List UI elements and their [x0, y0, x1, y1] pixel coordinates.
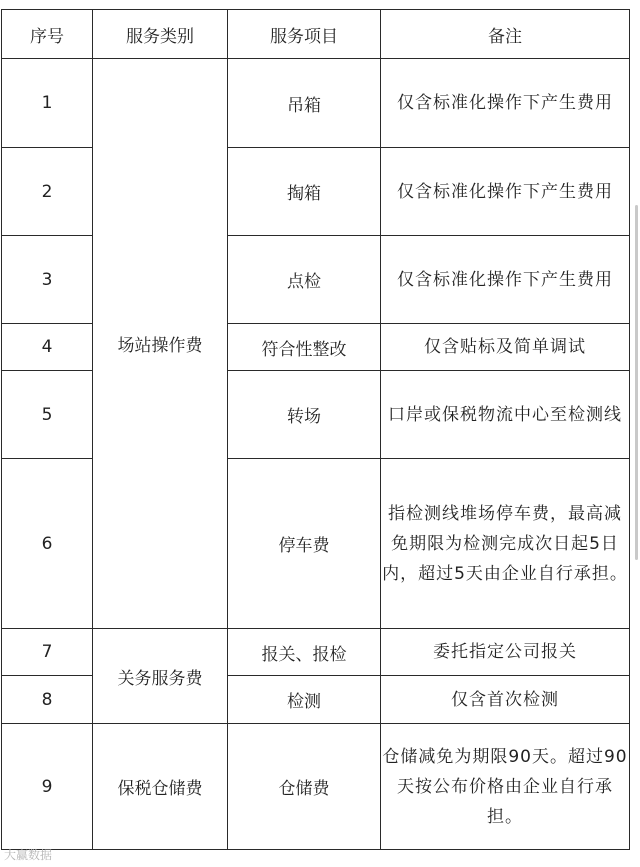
- row-seq: 7: [2, 629, 93, 676]
- header-item: 服务项目: [228, 10, 381, 59]
- table-row: [2, 724, 630, 850]
- row-note: 仅含标准化操作下产生费用: [381, 148, 630, 236]
- row-note: 口岸或保税物流中心至检测线: [381, 371, 630, 459]
- row-item: 转场: [228, 371, 381, 459]
- header-seq: 序号: [2, 10, 93, 59]
- row-note: 仅含首次检测: [381, 676, 630, 724]
- row-note: 仅含标准化操作下产生费用: [381, 236, 630, 324]
- row-item: 停车费: [228, 459, 381, 629]
- row-item: 掏箱: [228, 148, 381, 236]
- watermark: 大赢数据: [4, 848, 53, 862]
- table-row: [2, 59, 630, 148]
- category-site-ops: 场站操作费: [93, 59, 228, 629]
- category-bonded: 保税仓储费: [93, 724, 228, 850]
- row-note: 仅含贴标及简单调试: [381, 324, 630, 371]
- row-seq: 4: [2, 324, 93, 371]
- row-item: 仓储费: [228, 724, 381, 850]
- row-note: 指检测线堆场停车费，最高减免期限为检测完成次日起5日内，超过5天由企业自行承担。: [381, 459, 630, 629]
- row-item: 符合性整改: [228, 324, 381, 371]
- table-header-row: [2, 10, 630, 59]
- row-note: 委托指定公司报关: [381, 629, 630, 676]
- row-item: 吊箱: [228, 59, 381, 148]
- row-seq: 8: [2, 676, 93, 724]
- row-seq: 1: [2, 59, 93, 148]
- row-seq: 3: [2, 236, 93, 324]
- row-item: 点检: [228, 236, 381, 324]
- header-note: 备注: [381, 10, 630, 59]
- row-item: 报关、报检: [228, 629, 381, 676]
- row-item: 检测: [228, 676, 381, 724]
- fee-table: [1, 9, 630, 850]
- row-seq: 9: [2, 724, 93, 850]
- row-note: 仓储减免为期限90天。超过90天按公布价格由企业自行承担。: [381, 724, 630, 850]
- table-row: [2, 629, 630, 676]
- category-customs: 关务服务费: [93, 629, 228, 724]
- row-seq: 5: [2, 371, 93, 459]
- header-category: 服务类别: [93, 10, 228, 59]
- scrollbar[interactable]: [635, 205, 638, 560]
- row-seq: 2: [2, 148, 93, 236]
- row-seq: 6: [2, 459, 93, 629]
- row-note: 仅含标准化操作下产生费用: [381, 59, 630, 148]
